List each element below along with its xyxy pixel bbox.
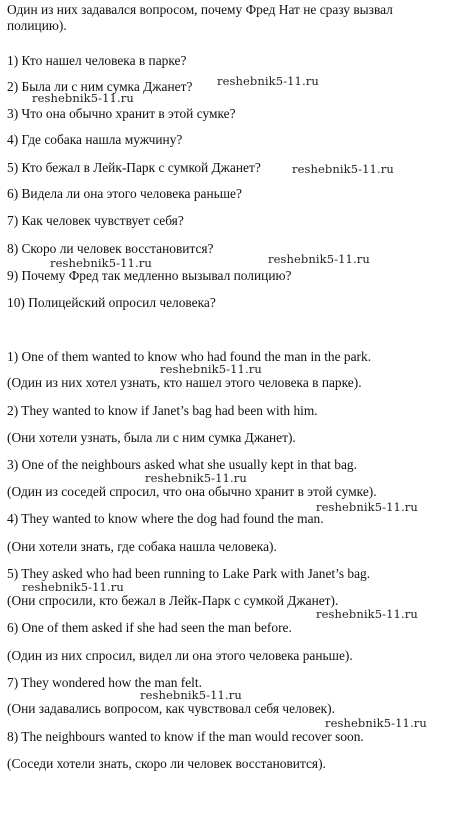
watermark-text: reshebnik5-11.ru — [325, 716, 427, 730]
watermark-text: reshebnik5-11.ru — [217, 74, 319, 88]
answer-7-en: 7) They wondered how the man felt. — [7, 675, 202, 690]
watermark-text: reshebnik5-11.ru — [268, 252, 370, 266]
answer-2-en: 2) They wanted to know if Janet’s bag had been with him. — [7, 403, 318, 418]
answer-7-ru: (Они задавались вопросом, как чувствовал себя человек). — [7, 701, 335, 716]
question-2: 2) Была ли с ним сумка Джанет? — [7, 79, 193, 94]
question-3: 3) Что она обычно хранит в этой сумке? — [7, 106, 236, 121]
answer-3-en: 3) One of the neighbours asked what she usually kept in that bag. — [7, 457, 357, 472]
answer-4-en: 4) They wanted to know where the dog had found the man. — [7, 511, 324, 526]
watermark-text: reshebnik5-11.ru — [140, 688, 242, 702]
answer-2-ru: (Они хотели узнать, была ли с ним сумка Джанет). — [7, 430, 296, 445]
question-1: 1) Кто нашел человека в парке? — [7, 53, 187, 68]
question-8: 8) Скоро ли человек восстановится? — [7, 241, 214, 256]
question-10: 10) Полицейский опросил человека? — [7, 295, 216, 310]
watermark-text: reshebnik5-11.ru — [316, 607, 418, 621]
answer-4-ru: (Они хотели знать, где собака нашла человека). — [7, 539, 277, 554]
answer-1-ru: (Один из них хотел узнать, кто нашел этого человека в парке). — [7, 375, 362, 390]
watermark-text: reshebnik5-11.ru — [145, 471, 247, 485]
answer-3-ru: (Один из соседей спросил, что она обычно хранит в этой сумке). — [7, 484, 377, 499]
answer-8-en: 8) The neighbours wanted to know if the man would recover soon. — [7, 729, 364, 744]
question-7: 7) Как человек чувствует себя? — [7, 213, 184, 228]
answer-6-ru: (Один из них спросил, видел ли она этого человека раньше). — [7, 648, 353, 663]
answer-6-en: 6) One of them asked if she had seen the man before. — [7, 620, 292, 635]
answer-5-ru: (Они спросили, кто бежал в Лейк-Парк с сумкой Джанет). — [7, 593, 339, 608]
watermark-text: reshebnik5-11.ru — [32, 91, 134, 105]
watermark-text: reshebnik5-11.ru — [22, 580, 124, 594]
watermark-text: reshebnik5-11.ru — [292, 162, 394, 176]
watermark-text: reshebnik5-11.ru — [50, 256, 152, 270]
question-9: 9) Почему Фред так медленно вызывал полицию? — [7, 268, 292, 283]
watermark-text: reshebnik5-11.ru — [160, 362, 262, 376]
question-4: 4) Где собака нашла мужчину? — [7, 132, 183, 147]
question-5: 5) Кто бежал в Лейк-Парк с сумкой Джанет? — [7, 160, 261, 175]
answer-8-ru: (Соседи хотели знать, скоро ли человек восстановится). — [7, 756, 326, 771]
intro-text: Один из них задавался вопросом, почему Фред Нат не сразу вызвал полицию). — [7, 2, 393, 33]
watermark-text: reshebnik5-11.ru — [316, 500, 418, 514]
answer-5-en: 5) They asked who had been running to Lake Park with Janet’s bag. — [7, 566, 371, 581]
question-6: 6) Видела ли она этого человека раньше? — [7, 186, 242, 201]
answer-1-en: 1) One of them wanted to know who had found the man in the park. — [7, 349, 372, 364]
